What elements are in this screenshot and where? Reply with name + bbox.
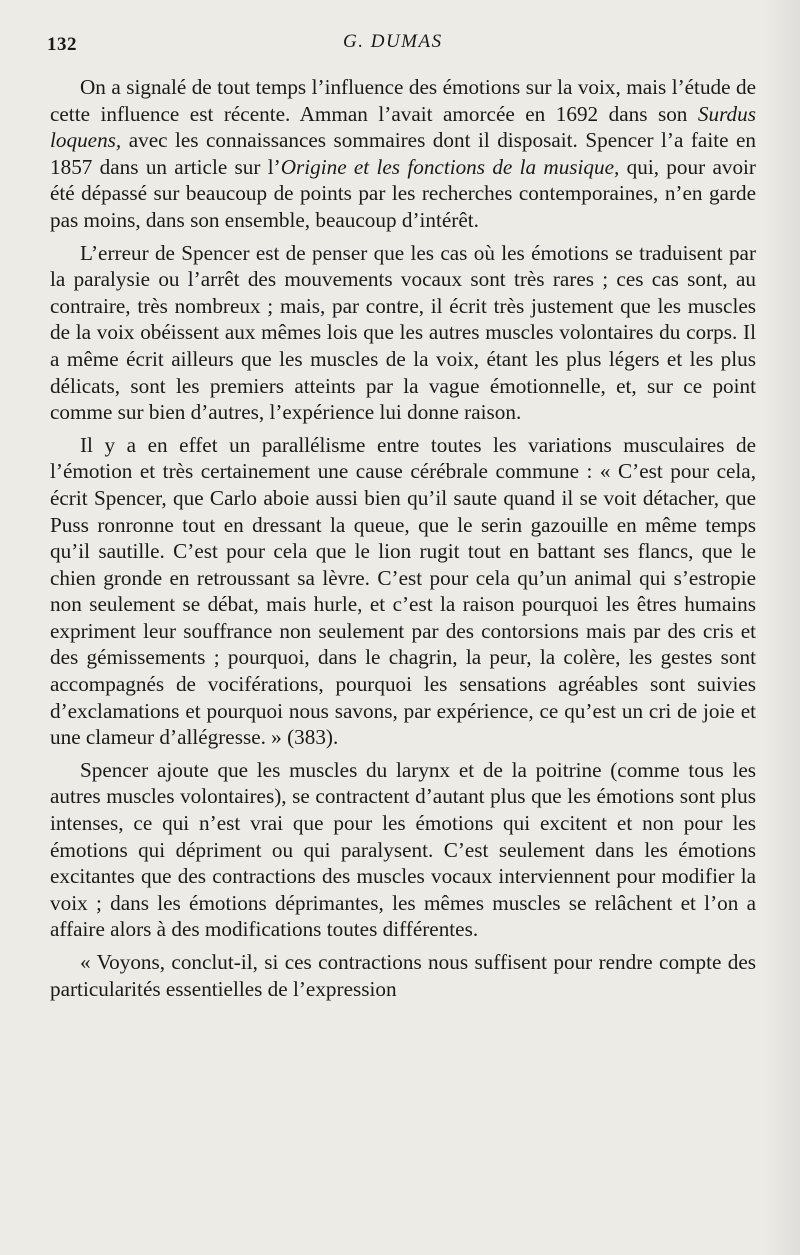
text-segment: Spencer ajoute que les muscles du larynx et de la poitrine (comme tous les autres muscles volontaires), se contractent d’autant plus que les émotions sont plus intenses, ce qui n’est vrai que pour les émotions qui excitent et non pour les émotions qui dépriment ou qui paralysent. C’est seulement dans les émotions excitantes que des contractions des muscles vocaux interviennent pour modifier la voix ; dans les émotions déprimantes, les mêmes muscles se relâchent et l’on a affaire alors à des modifications toutes différentes. xyxy=(50,757,756,942)
page-header xyxy=(0,28,800,58)
title-origine-musique: Origine et les fonctions de la musique, xyxy=(280,154,620,179)
text-segment: « Voyons, conclut-il, si ces contractions nous suffisent pour rendre compte des particularités essentielles de l’expression xyxy=(50,950,756,1001)
body-text xyxy=(50,74,756,1008)
text-segment: qui, pour avoir été dépassé sur beaucoup de points par les recherches contemporaines, n’en garde pas moins, dans son ensemble, beaucoup d’intérêt. xyxy=(50,154,756,232)
running-head: G. DUMAS xyxy=(343,31,443,52)
paragraph xyxy=(50,240,756,426)
text-segment: L’erreur de Spencer est de penser que les cas où les émotions se traduisent par la paralysie ou l’arrêt des mouvements vocaux sont très rares ; ces cas sont, au contraire, très nombreux ; mais, par contre, il écrit très justement que les muscles de la voix obéissent aux mêmes lois que les autres muscles volontaires du corps. Il a même écrit ailleurs que les muscles de la voix, étant les plus légers et les plus délicats, sont les premiers atteints par la vague émotionnelle, et, sur ce point comme sur bien d’autres, l’expérience lui donne raison. xyxy=(50,240,756,425)
text-segment: Il y a en effet un parallélisme entre toutes les variations musculaires de l’émotion et très certainement une cause cérébrale commune : « C’est pour cela, écrit Spencer, que Carlo aboie aussi bien qu’il saute quand il se voit détacher, que Puss ronronne tout en dressant la queue, que le serin gazouille en même temps qu’il sautille. C’est pour cela que le lion rugit tout en battant ses flancs, que le chien gronde en retroussant sa lèvre. C’est pour cela qu’un animal qui s’estropie non seulement se débat, mais hurle, et c’est la raison pourquoi les êtres humains expriment leur souffrance non seulement par des contorsions mais par des cris et des gémissements ; pourquoi, dans le chagrin, la peur, la colère, les gestes sont accompagnés de vociférations, pourquoi les sensations agréables sont suivies d’exclamations et pourquoi nous savons, par expérience, ce qu’est un cri de joie et une clameur d’allégresse. » (383). xyxy=(50,432,756,750)
text-segment: On a signalé de tout temps l’influence des émotions sur la voix, mais l’étude de cette influence est récente. Amman l’avait amorcée en 1692 dans son xyxy=(50,75,756,126)
title-surdus-loquens: Surdus loquens, xyxy=(50,101,756,153)
paragraph xyxy=(50,74,756,234)
paragraph xyxy=(50,757,756,943)
paragraph xyxy=(50,432,756,751)
page-edge-shadow xyxy=(764,0,800,1255)
paragraph xyxy=(50,949,756,1002)
text-segment: avec les connaissances sommaires dont il disposait. Spencer l’a faite en 1857 dans un article sur l’ xyxy=(50,128,756,179)
page-number: 132 xyxy=(47,34,77,55)
